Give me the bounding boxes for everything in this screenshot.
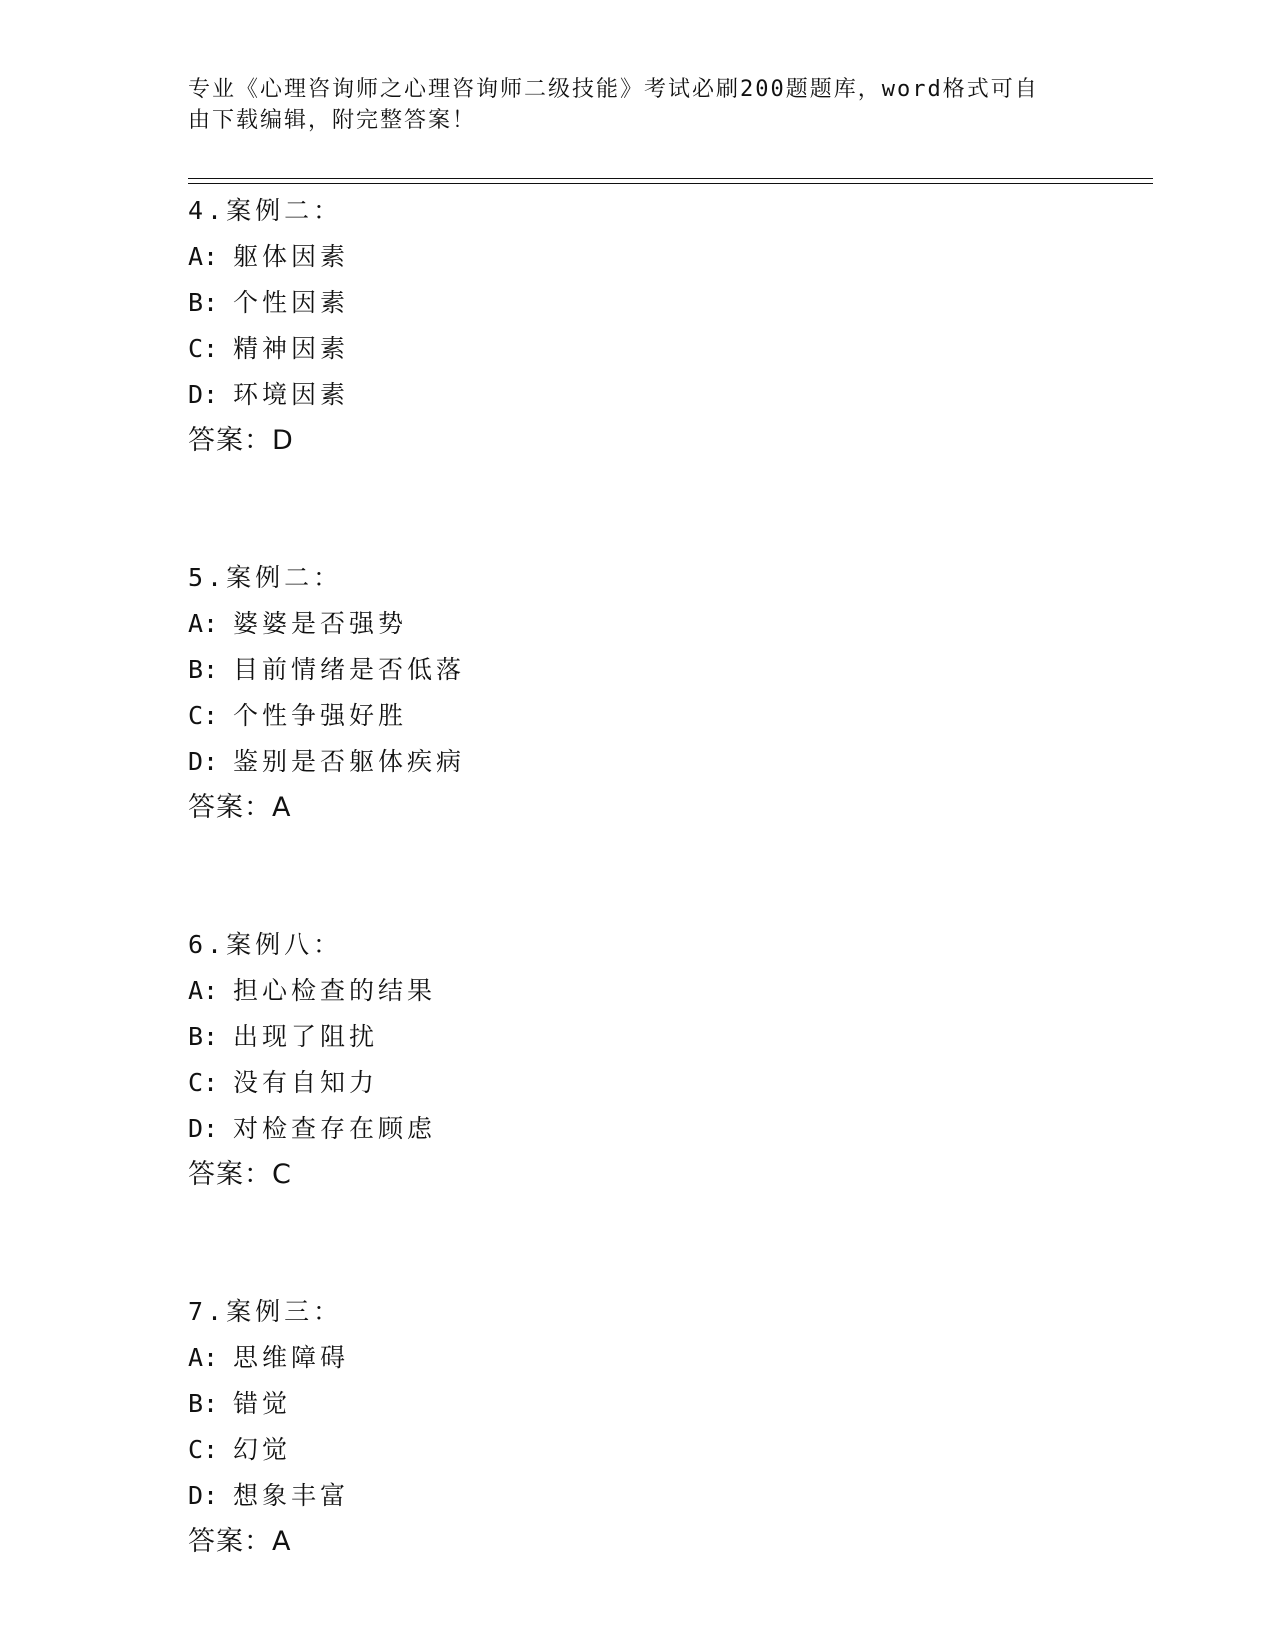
option-letter: C: (188, 701, 219, 730)
option-letter: B: (188, 1022, 219, 1051)
option-text: 个性争强好胜 (233, 701, 408, 730)
question-item (188, 1289, 1088, 1565)
option-d (188, 372, 1088, 418)
option-b (188, 647, 1088, 693)
option-text: 对检查存在顾虑 (233, 1114, 437, 1143)
option-letter: C: (188, 1435, 219, 1464)
option-d (188, 1106, 1088, 1152)
question-title: 5.案例二： (188, 563, 343, 592)
option-text: 个性因素 (233, 288, 350, 317)
question-list (188, 188, 1088, 1565)
answer-label: 答案：A (188, 792, 292, 823)
option-letter: D: (188, 380, 219, 409)
option-text: 错觉 (233, 1389, 292, 1418)
option-b (188, 1381, 1088, 1427)
question-spacer (188, 464, 1088, 555)
option-text: 没有自知力 (233, 1068, 379, 1097)
option-text: 思维障碍 (233, 1343, 350, 1372)
option-text: 躯体因素 (233, 242, 350, 271)
option-c (188, 1427, 1088, 1473)
option-c (188, 326, 1088, 372)
option-text: 目前情绪是否低落 (233, 655, 466, 684)
question-title: 7.案例三： (188, 1297, 343, 1326)
option-text: 环境因素 (233, 380, 350, 409)
option-text: 鉴别是否躯体疾病 (233, 747, 466, 776)
question-spacer (188, 1198, 1088, 1289)
answer-label: 答案：D (188, 425, 294, 456)
option-d (188, 1473, 1088, 1519)
option-letter: D: (188, 747, 219, 776)
answer-label: 答案：C (188, 1159, 292, 1190)
option-text: 精神因素 (233, 334, 350, 363)
option-text: 想象丰富 (233, 1481, 350, 1510)
option-text: 幻觉 (233, 1435, 292, 1464)
option-b (188, 1014, 1088, 1060)
option-letter: C: (188, 1068, 219, 1097)
option-b (188, 280, 1088, 326)
option-c (188, 1060, 1088, 1106)
option-letter: B: (188, 288, 219, 317)
question-item (188, 188, 1088, 464)
option-text: 出现了阻扰 (233, 1022, 379, 1051)
document-header (188, 74, 1068, 136)
question-item (188, 555, 1088, 831)
header-line-1: 专业《心理咨询师之心理咨询师二级技能》考试必刷200题题库，word格式可自 (188, 77, 1039, 102)
option-letter: A: (188, 976, 219, 1005)
option-letter: B: (188, 1389, 219, 1418)
question-spacer (188, 831, 1088, 922)
option-letter: A: (188, 609, 219, 638)
question-title: 6.案例八： (188, 930, 343, 959)
option-d (188, 739, 1088, 785)
header-divider-top (188, 178, 1153, 179)
option-letter: C: (188, 334, 219, 363)
option-a (188, 601, 1088, 647)
option-a (188, 1335, 1088, 1381)
option-letter: A: (188, 242, 219, 271)
option-letter: D: (188, 1114, 219, 1143)
question-item (188, 922, 1088, 1198)
option-a (188, 968, 1088, 1014)
header-line-2: 由下载编辑，附完整答案！ (188, 108, 477, 133)
option-letter: D: (188, 1481, 219, 1510)
question-title: 4.案例二： (188, 196, 343, 225)
option-letter: A: (188, 1343, 219, 1372)
option-text: 婆婆是否强势 (233, 609, 408, 638)
option-text: 担心检查的结果 (233, 976, 437, 1005)
header-divider-bottom (188, 183, 1153, 184)
option-a (188, 234, 1088, 280)
option-letter: B: (188, 655, 219, 684)
answer-label: 答案：A (188, 1526, 292, 1557)
option-c (188, 693, 1088, 739)
